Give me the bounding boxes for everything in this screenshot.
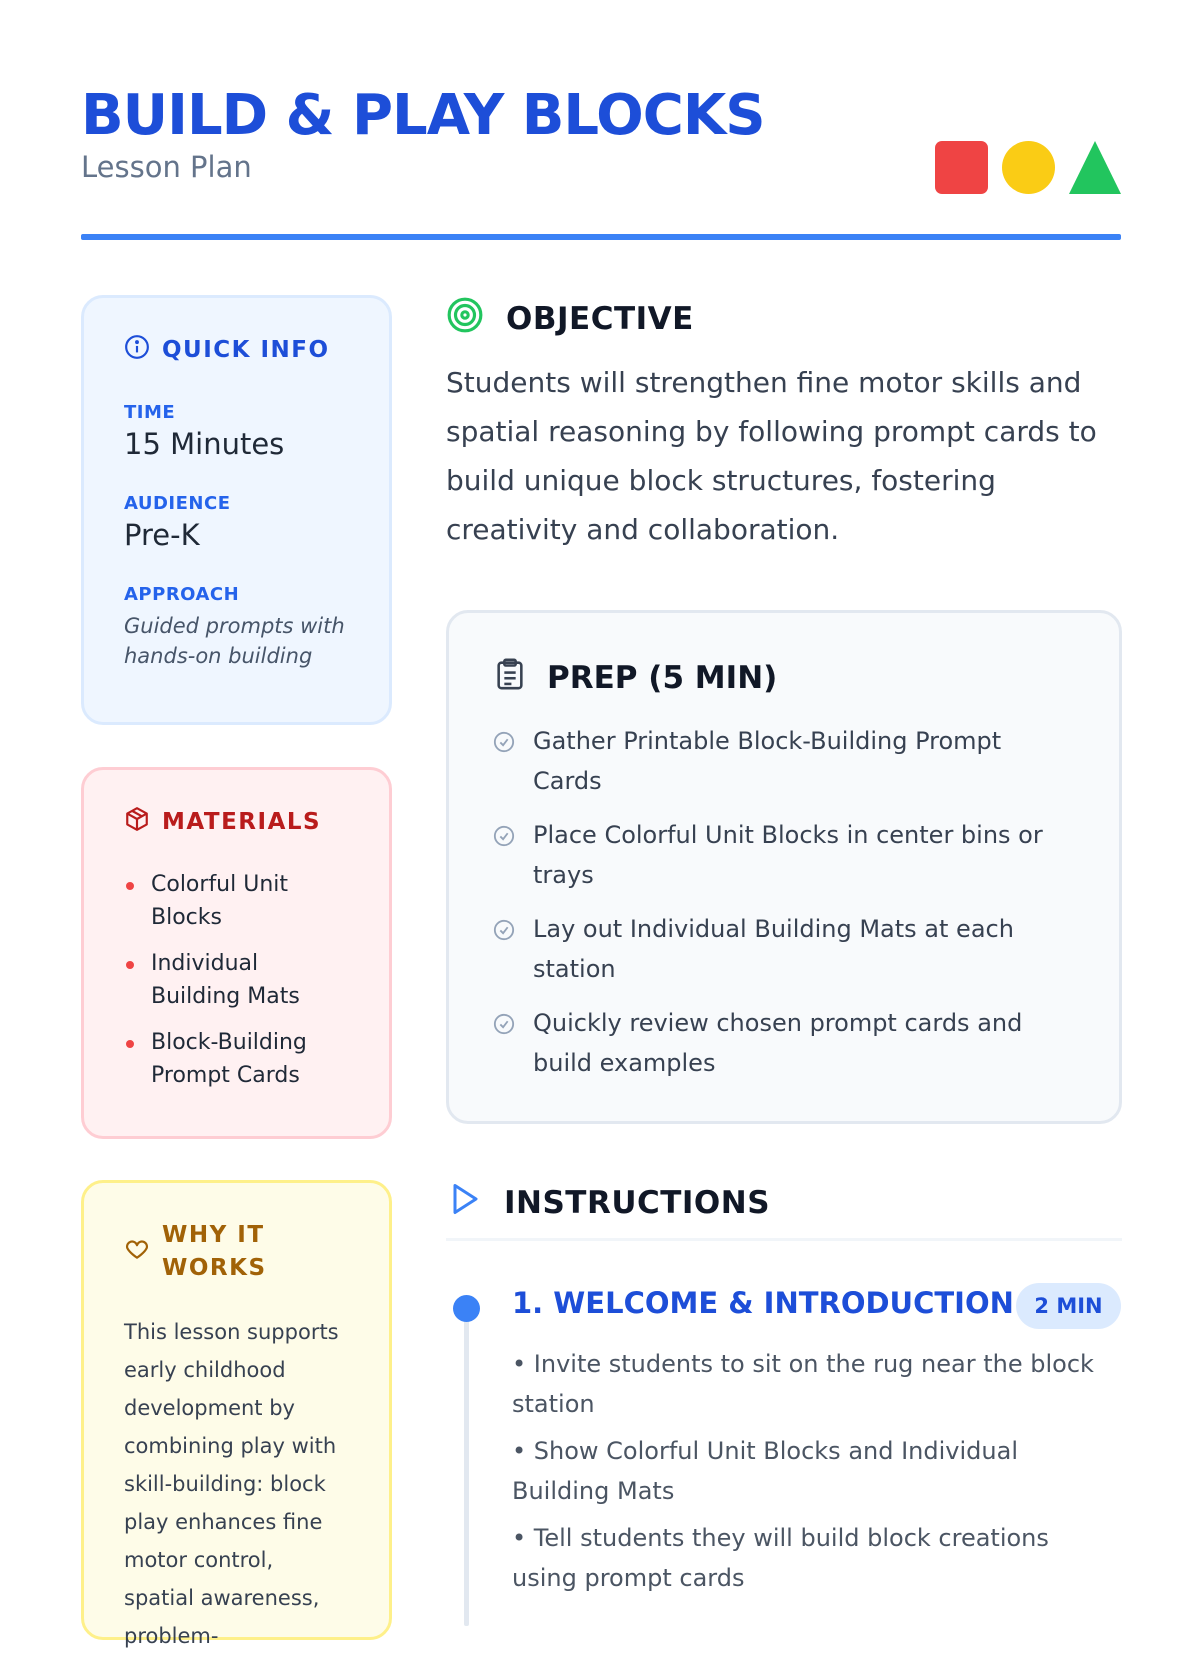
prep-list [493, 721, 1075, 1083]
materials-list [124, 868, 349, 1092]
audience-value: Pre-K [124, 518, 200, 552]
timeline-dot [453, 1295, 480, 1322]
timeline-line [464, 1306, 469, 1626]
audience-label: AUDIENCE [124, 493, 231, 514]
approach-value: Guided prompts with hands-on building [124, 614, 345, 668]
decorative-shapes [935, 140, 1121, 194]
step-title: 1. WELCOME & INTRODUCTION [512, 1286, 1014, 1320]
approach-label: APPROACH [124, 584, 240, 605]
materials-title: MATERIALS [162, 809, 322, 835]
clipboard-icon [493, 655, 527, 701]
list-item [493, 1003, 1075, 1083]
objective-heading [446, 296, 694, 342]
step-list [512, 1344, 1112, 1605]
prep-heading [493, 655, 1075, 701]
prep-item-text: Place Colorful Unit Blocks in center bins or trays [533, 821, 1043, 889]
page-subtitle: Lesson Plan [81, 150, 252, 184]
page-title: BUILD & PLAY BLOCKS [81, 83, 765, 148]
list-item [493, 815, 1075, 895]
why-it-works-card [81, 1180, 392, 1648]
list-item: Individual Building Mats [124, 947, 349, 1013]
check-circle-icon [493, 825, 515, 847]
quick-info-card [81, 295, 392, 725]
prep-card [446, 610, 1122, 1124]
play-icon [446, 1180, 482, 1226]
header-divider [81, 234, 1121, 240]
list-item: Colorful Unit Blocks [124, 868, 349, 934]
time-label: TIME [124, 402, 176, 423]
prep-title: PREP (5 MIN) [547, 660, 778, 696]
page-header [81, 80, 1121, 240]
time-value: 15 Minutes [124, 427, 285, 461]
check-circle-icon [493, 731, 515, 753]
instructions-divider [446, 1238, 1122, 1241]
why-title: WHY IT WORKS [162, 1222, 267, 1281]
instructions-title: INSTRUCTIONS [504, 1185, 771, 1221]
list-item: Block-Building Prompt Cards [124, 1026, 349, 1092]
green-triangle-shape [1069, 141, 1121, 194]
check-circle-icon [493, 919, 515, 941]
yellow-circle-shape [1002, 141, 1055, 194]
objective-title: OBJECTIVE [506, 301, 694, 337]
red-square-shape [935, 141, 988, 194]
check-circle-icon [493, 1013, 515, 1035]
why-text: This lesson supports early childhood development by combining play with skill-building: block play enhances fine motor control, spatial awareness, problem- [124, 1320, 339, 1648]
objective-text: Students will strengthen fine motor skills and spatial reasoning by following prompt cards to build unique block structures, fostering creativity and collaboration. [446, 366, 1097, 546]
list-item: • Tell students they will build block creations using prompt cards [512, 1524, 1049, 1592]
target-icon [446, 296, 484, 342]
materials-heading [124, 806, 349, 838]
prep-item-text: Quickly review chosen prompt cards and build examples [533, 1009, 1023, 1077]
quick-info-heading [124, 334, 349, 366]
list-item [493, 909, 1075, 989]
why-heading [124, 1219, 349, 1285]
quick-info-title: QUICK INFO [162, 337, 330, 363]
info-icon [124, 334, 150, 366]
duration-badge: 2 MIN [1016, 1283, 1121, 1329]
heart-icon [124, 1236, 150, 1268]
materials-card [81, 767, 392, 1139]
box-icon [124, 806, 150, 838]
instructions-heading [446, 1180, 770, 1226]
list-item: • Show Colorful Unit Blocks and Individual Building Mats [512, 1437, 1018, 1505]
list-item: • Invite students to sit on the rug near the block station [512, 1350, 1094, 1418]
list-item [493, 721, 1075, 801]
prep-item-text: Gather Printable Block-Building Prompt Cards [533, 727, 1002, 795]
prep-item-text: Lay out Individual Building Mats at each station [533, 915, 1014, 983]
